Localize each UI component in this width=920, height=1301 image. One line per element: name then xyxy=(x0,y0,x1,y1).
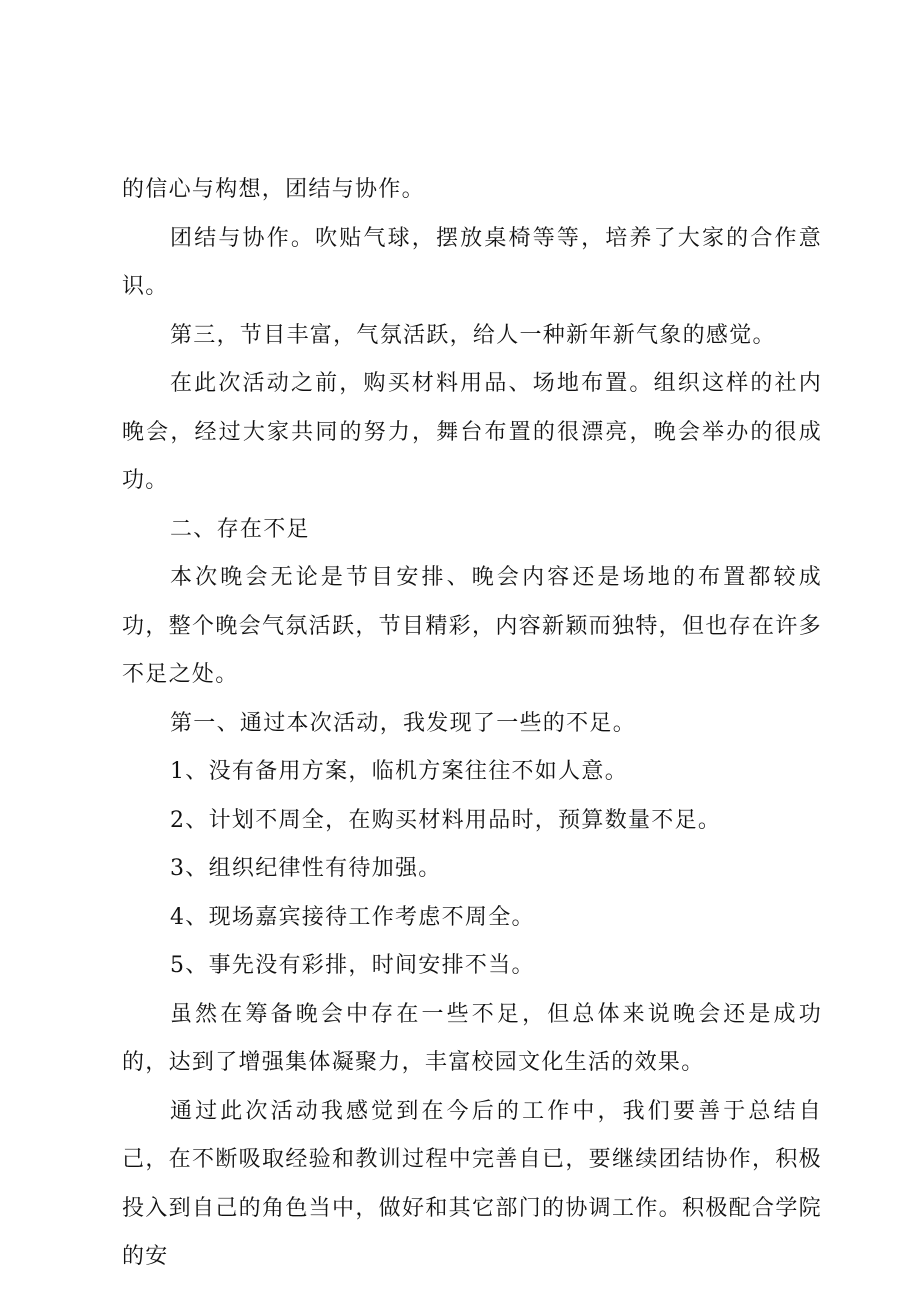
document-body xyxy=(122,166,822,1282)
paragraph-overview: 本次晚会无论是节目安排、晚会内容还是场地的布置都较成功，整个晚会气氛活跃，节目精彩，内容新颖而独特，但也存在许多不足之处。 xyxy=(122,565,822,687)
list-item-2: 2、计划不周全，在购买材料用品时，预算数量不足。 xyxy=(170,807,722,833)
list-item-5: 5、事先没有彩排，时间安排不当。 xyxy=(170,953,535,978)
paragraph-point-one: 第一、通过本次活动，我发现了一些的不足。 xyxy=(170,710,637,736)
section-heading-shortcomings: 二、存在不足 xyxy=(170,516,310,542)
list-item-1: 1、没有备用方案，临机方案往往不如人意。 xyxy=(170,759,628,784)
paragraph-conclusion: 通过此次活动我感觉到在今后的工作中，我们要善于总结自己，在不断吸取经验和教训过程中完善自已，要继续团结协作，积极投入到自己的角色当中，做好和其它部门的协调工作。积极配合学院的安 xyxy=(122,1098,822,1269)
list-item-4: 4、现场嘉宾接待工作考虑不周全。 xyxy=(170,904,535,930)
paragraph-teamwork: 团结与协作。吹贴气球，摆放桌椅等等，培养了大家的合作意识。 xyxy=(122,225,822,299)
paragraph-summary: 虽然在筹备晚会中存在一些不足，但总体来说晚会还是成功的，达到了增强集体凝聚力，丰富校园文化生活的效果。 xyxy=(122,1001,822,1075)
paragraph-point-three: 第三，节目丰富，气氛活跃，给人一种新年新气象的感觉。 xyxy=(170,322,776,348)
list-item-3: 3、组织纪律性有待加强。 xyxy=(170,856,442,881)
paragraph-continuation: 的信心与构想，团结与协作。 xyxy=(122,177,425,202)
paragraph-preparation: 在此次活动之前，购买材料用品、场地布置。组织这样的社内晚会，经过大家共同的努力，舞台布置的很漂亮，晚会举办的很成功。 xyxy=(122,371,822,493)
